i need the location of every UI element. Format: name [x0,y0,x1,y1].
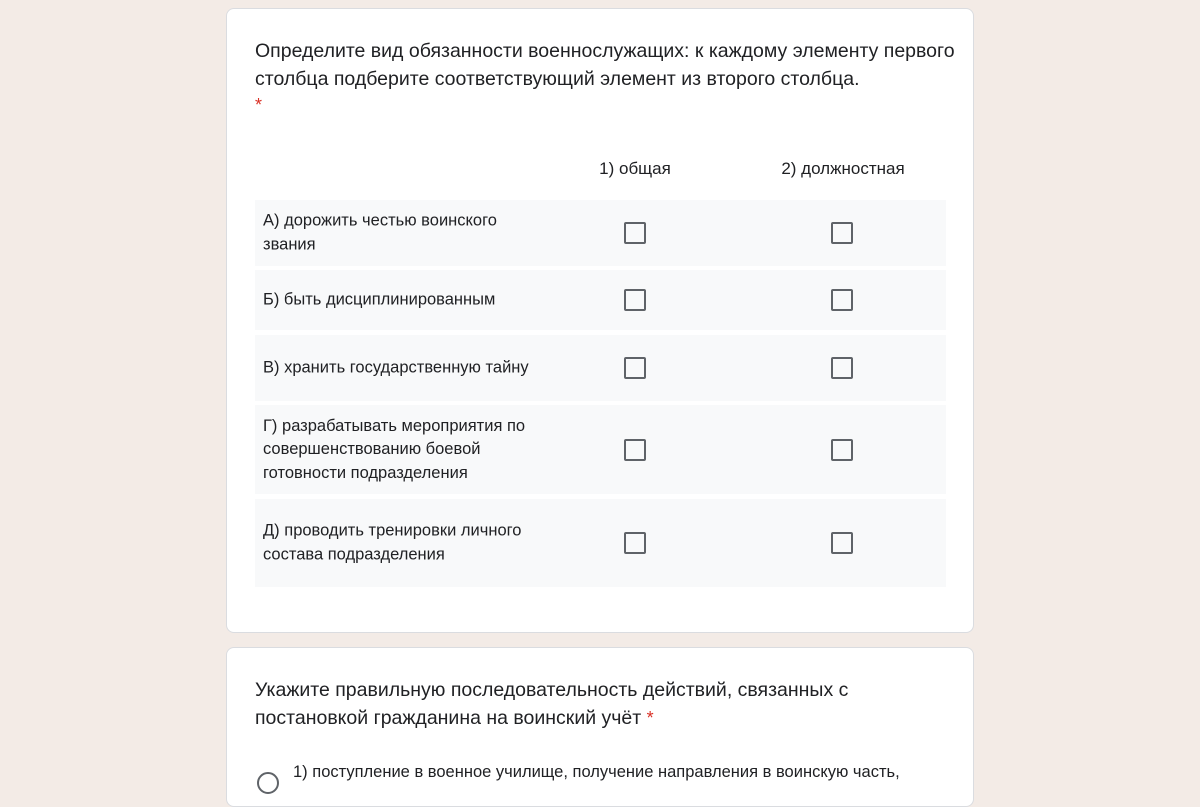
question-title [255,37,955,93]
column-header-official: 2) должностная [781,159,905,178]
grid-row-g [255,405,946,494]
question-title-text: Укажите правильную последовательность действий, связанных с постановкой гражданина на воинский учёт [255,679,849,729]
checkbox-row-v-official[interactable] [831,357,853,379]
row-label: Д) проводить тренировки личного состава подразделения [263,521,522,563]
question-title-text: Определите вид обязанности военнослужащих: к каждому элементу первого столбца подберите соответствующий элемент из второго столбца. [255,40,955,90]
question-title [255,676,955,732]
checkbox-row-g-official[interactable] [831,439,853,461]
radio-option-1[interactable] [257,772,279,794]
checkbox-row-g-general[interactable] [624,439,646,461]
question-card-1 [226,8,974,633]
required-asterisk: * [646,708,654,728]
grid-row-v [255,335,946,401]
checkbox-row-a-official[interactable] [831,222,853,244]
checkbox-row-d-official[interactable] [831,532,853,554]
grid-row-d [255,499,946,587]
row-label: Г) разрабатывать мероприятия по совершенствованию боевой готовности подразделения [263,416,526,482]
grid-row-b [255,270,946,330]
checkbox-row-a-general[interactable] [624,222,646,244]
checkbox-row-b-general[interactable] [624,289,646,311]
column-header-general: 1) общая [599,159,671,178]
grid-row-a [255,200,946,266]
row-label: В) хранить государственную тайну [263,358,529,377]
required-asterisk: * [255,95,263,115]
required-marker [255,95,262,117]
question-card-2 [226,647,974,807]
checkbox-row-d-general[interactable] [624,532,646,554]
row-label: Б) быть дисциплинированным [263,290,496,309]
option-label-1: 1) поступление в военное училище, получение направления в воинскую часть, [293,763,900,781]
row-label: А) дорожить честью воинского звания [263,211,497,253]
checkbox-row-b-official[interactable] [831,289,853,311]
checkbox-row-v-general[interactable] [624,357,646,379]
